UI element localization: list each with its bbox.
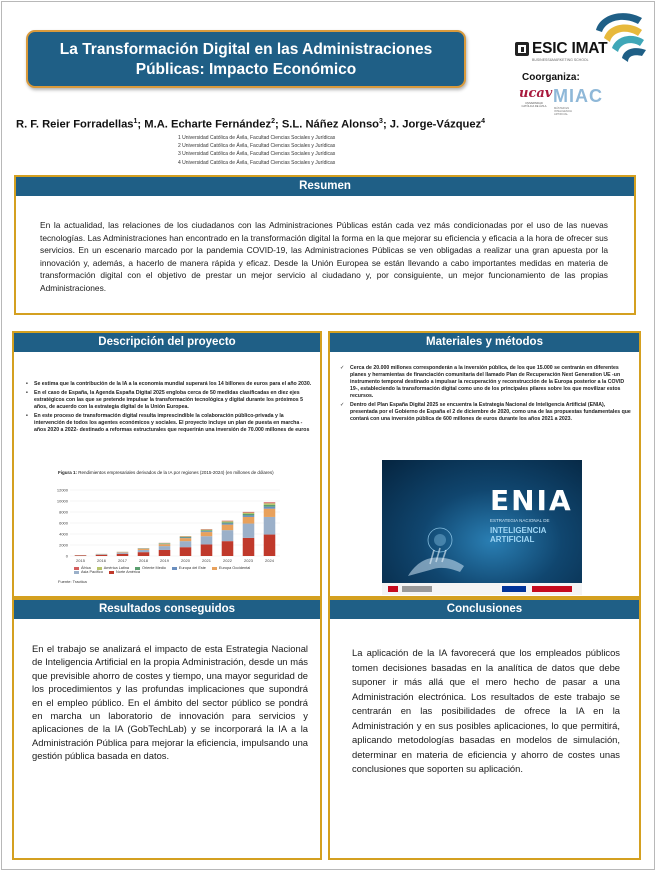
legend-label: Europa Occidental <box>218 566 251 570</box>
author-sup: 4 <box>481 118 486 125</box>
affiliation: 3 Universidad Católica de Ávila, Facultad Ciencias Sociales y Jurídicas <box>178 151 336 158</box>
esic-logo-sub: BUSINESS&MARKETING SCHOOL <box>532 58 589 62</box>
x-tick-label: 2024 <box>265 558 274 563</box>
bar-segment <box>180 538 192 539</box>
bar-segment <box>159 550 171 556</box>
figure-caption-text: Rendimientos empresariales derivados de la IA por regiones (2015-2024) (en millones de dólares) <box>77 470 274 475</box>
x-tick-label: 2019 <box>160 558 169 563</box>
x-tick-label: 2017 <box>118 558 127 563</box>
esic-logo-text: ESIC IMAT <box>532 40 608 57</box>
legend-swatch <box>74 571 79 574</box>
legend-label: América Latina <box>103 566 130 570</box>
bar-segment <box>243 513 255 514</box>
conclusiones-section <box>328 598 641 860</box>
legend-swatch <box>212 567 217 570</box>
author-sup: 2 <box>271 118 275 125</box>
bar-segment <box>201 544 213 556</box>
enia-logo-text: ENIA <box>490 484 573 517</box>
legend-item <box>74 570 103 574</box>
bar-segment <box>243 524 255 538</box>
bar-segment <box>201 532 213 536</box>
resumen-section <box>14 175 636 315</box>
bar-segment <box>117 552 129 553</box>
miac-logo-caption: MÁSTER EN INTELIGENCIA ARTIFICIAL <box>554 107 572 116</box>
x-tick-label: 2021 <box>202 558 211 563</box>
bar-segment <box>243 512 255 513</box>
affiliation: 1 Universidad Católica de Ávila, Facultad Ciencias Sociales y Jurídicas <box>178 135 336 141</box>
legend-label: Norte América <box>115 570 141 574</box>
bar-segment <box>96 555 108 556</box>
bar-segment <box>117 553 129 554</box>
bar-segment <box>201 536 213 544</box>
esic-mark-icon <box>515 42 529 56</box>
descripcion-heading: Descripción del proyecto <box>14 333 320 352</box>
resumen-text: En la actualidad, las relaciones de los ciudadanos con las Administraciones Públicas están cada vez más condicionadas por el uso de las nuevas tecnologías. Las Administraciones han encontrado en la transformación digital la forma en la que mejorar su eficiencia y eficacia a la hora de ofrecer sus servicios. En un escenario marcado por la pandemia COVID-19, las Administraciones Públicas se ven obligadas a realizar una gran apuesta por la innovación y, además, a hacerlo de manera rápida y eficaz. Desde la Unión Europea se están llevando a cabo importantes medidas en materia de transformación digital con el objetivo de prestar un mejor servicio al ciudadano y, por consiguiente, un mejor funcionamiento de las propias Administraciones. <box>40 220 608 293</box>
author-name: R. F. Reier Forradellas <box>16 118 134 131</box>
bar-segment <box>222 530 234 541</box>
x-tick-label: 2022 <box>223 558 232 563</box>
ucav-logo-caption: UNIVERSIDAD CATÓLICA DE ÁVILA <box>521 102 547 108</box>
enia-subtitle: ESTRATEGIA NACIONAL DE <box>490 518 550 523</box>
author-name: J. Jorge-Vázquez <box>389 118 482 131</box>
ucav-logo-text: ucav <box>519 86 553 101</box>
esic-imat-logo <box>515 40 630 66</box>
conclusiones-text: La aplicación de la IA favorecerá que los empleados públicos tomen decisiones basadas en la analítica de datos que debe suponer ir más allá que el mero hecho de pasar a una Administración electrónica. Los resultados de este trabajo se centrarán en las posibilidades de ofrece la IA en la Administración y en sus posibles aplicaciones, lo que permitirá, aplicando metodologías basadas en modelos de simulación, determinar en materia de eficiencia y ahorro de costes unas conclusiones que soporten su aplicación. <box>352 647 620 774</box>
bar-segment <box>243 515 255 517</box>
legend-swatch <box>172 567 177 570</box>
bar-segment <box>243 517 255 524</box>
bar-segment <box>96 554 108 555</box>
list-item: • En el caso de España, la Agenda España Digital 2025 engloba cerca de 50 medidas clasificadas en diez ejes estratégicos con las que se pretende impulsar la transformación tecnológica y digital durante los próximos 5 años, de acuerdo con la estrategia digital de la Unión Europea. <box>24 390 312 411</box>
bar-segment <box>222 521 234 522</box>
bar-segment <box>222 541 234 556</box>
bar-segment <box>159 544 171 546</box>
miac-logo: MIAC <box>553 86 603 106</box>
x-tick-label: 2023 <box>244 558 253 563</box>
bar-segment <box>138 552 150 556</box>
bar-segment <box>180 541 192 547</box>
x-tick-label: 2018 <box>139 558 148 563</box>
legend-item <box>212 566 250 570</box>
bar-segment <box>180 536 192 537</box>
bar-segment <box>201 530 213 531</box>
author-sup: 3 <box>379 118 383 125</box>
figure-source: Fuente: Tractica <box>58 579 87 584</box>
plan-logo-icon <box>532 586 572 592</box>
descripcion-list <box>24 381 312 436</box>
government-logos-strip <box>382 583 582 595</box>
ministry-logo-icon <box>402 586 432 592</box>
bar-segment <box>222 525 234 531</box>
legend-label: Europa del Este <box>178 566 206 570</box>
eu-flag-icon <box>502 586 526 592</box>
affiliation: 4 Universidad Católica de Ávila, Facultad Ciencias Sociales y Jurídicas <box>178 159 336 166</box>
x-tick-label: 2016 <box>97 558 106 563</box>
list-item: • En este proceso de transformación digital resulta imprescindible la colaboración público-privada y la intervención de todos los agentes económicos y sociales. El proyecto incluye un plan de puesta en marcha -años 2020 a 2022- destinado a reformas estructurales que requerirán una inversión de 70.000 millones de euros <box>24 413 312 434</box>
hand-icon <box>400 520 470 580</box>
bar-segment <box>264 507 276 509</box>
resumen-heading: Resumen <box>16 177 634 196</box>
enia-title: INTELIGENCIA ARTIFICIAL <box>490 526 547 545</box>
chart-legend <box>74 566 284 574</box>
ucav-logo <box>519 86 553 114</box>
title-line-1: La Transformación Digital en las Administraciones <box>59 41 433 58</box>
authors-line: R. F. Reier Forradellas$^1$; M.A. Echarte Fernández$^2$; S.L. Náñez Alonso$^3$; J. Jorge-Vázquez$^4$ <box>16 118 486 131</box>
affiliation: 2 Universidad Católica de Ávila, Facultad Ciencias Sociales y Jurídicas <box>178 143 336 150</box>
y-tick-label: 10000 <box>56 498 68 504</box>
bar-segment <box>180 537 192 538</box>
flag-icon <box>388 586 398 592</box>
coorganiza-label: Coorganiza: <box>522 72 580 83</box>
bar-segment <box>264 509 276 517</box>
y-tick-label: 0 <box>65 553 68 559</box>
title-line-2: Públicas: Impacto Económico <box>135 61 357 78</box>
bar-segment <box>159 546 171 550</box>
stacked-bar-chart <box>48 486 284 566</box>
bar-segment <box>201 531 213 532</box>
bar-segment <box>222 523 234 524</box>
bar-segment <box>180 538 192 541</box>
y-tick-label: 6000 <box>59 520 68 526</box>
poster-title <box>26 30 466 88</box>
resultados-heading: Resultados conseguidos <box>14 600 320 619</box>
legend-item <box>109 570 140 574</box>
bar-segment <box>222 522 234 523</box>
bar-segment <box>201 530 213 531</box>
bar-segment <box>264 502 276 503</box>
resultados-text: En el trabajo se analizará el impacto de esta Estrategia Nacional de Inteligencia Artificial en la propia Administración, desde un más que previsible ahorro de costes y tiempo, una mayor seguridad de los procedimientos y las profundas implicaciones que supondrá en el empleo público. En el ámbito del sector público se pondrá en marcha un laboratorio de innovación para servicios y aplicaciones de la IA (GobTechLab) y se incorporará la IA a la Administración Pública para mejorar la eficiencia, impulsando una gestión pública basada en datos. <box>32 643 308 762</box>
bar-segment <box>243 538 255 556</box>
author-sup: 1 <box>133 118 138 125</box>
materiales-heading: Materiales y métodos <box>330 333 639 352</box>
materiales-list <box>340 365 632 425</box>
bar-segment <box>264 535 276 556</box>
y-tick-label: 8000 <box>59 509 68 515</box>
resultados-section <box>12 598 322 860</box>
bar-segment <box>180 547 192 556</box>
bar-segment <box>243 514 255 515</box>
affiliations <box>178 134 335 167</box>
list-item: ✓ Dentro del Plan España Digital 2025 se encuentra la Estrategia Nacional de Inteligencia Artificial (ENIA), presentada por el Gobierno de España el 2 de diciembre de 2020, como una de las propuestas fundamentales que contará con una inversión pública de 600 millones de euros durante los años 2021 a 2023. <box>340 402 632 423</box>
bar-segment <box>264 517 276 535</box>
list-item: ✓ Cerca de 20.000 millones corresponderán a la inversión pública, de los que 15.000 se centrarán en diferentes planes y herramientas de financiación comunitaria del llamado Plan de Recuperación Next Generation UE -un instrumento temporal destinado a impulsar la recuperación y reconstrucción de la Europa posterior a la COVID 19-, estableciendo la transformación digital como uno de los principales pilares sobre los que movilizar estos recursos. <box>340 365 632 400</box>
list-item: • Se estima que la contribución de la IA a la economía mundial superará los 14 billones de euros para el año 2030. <box>24 381 312 388</box>
bar-segment <box>75 555 87 556</box>
legend-label: Oriente Medio <box>142 566 166 570</box>
x-tick-label: 2020 <box>181 558 190 563</box>
materiales-section <box>328 331 641 598</box>
descripcion-section <box>12 331 322 598</box>
conclusiones-heading: Conclusiones <box>330 600 639 619</box>
figure-caption-label: Figura 1: <box>58 470 78 475</box>
y-tick-label: 12000 <box>56 487 68 493</box>
bar-segment <box>117 554 129 556</box>
legend-label: África <box>81 566 91 570</box>
enia-image <box>382 460 582 595</box>
x-tick-label: 2015 <box>76 558 85 563</box>
bar-segment <box>138 549 150 550</box>
y-tick-label: 4000 <box>59 531 68 537</box>
bar-segment <box>264 503 276 505</box>
y-tick-label: 2000 <box>59 542 68 548</box>
bar-segment <box>138 550 150 552</box>
author-name: S.L. Náñez Alonso <box>281 118 380 131</box>
author-name: M.A. Echarte Fernández <box>144 118 272 131</box>
legend-item <box>172 566 206 570</box>
figure-caption <box>58 470 278 476</box>
legend-swatch <box>109 571 114 574</box>
bar-segment <box>222 521 234 522</box>
legend-label: Asia Pacífico <box>81 570 103 574</box>
bar-segment <box>264 505 276 507</box>
